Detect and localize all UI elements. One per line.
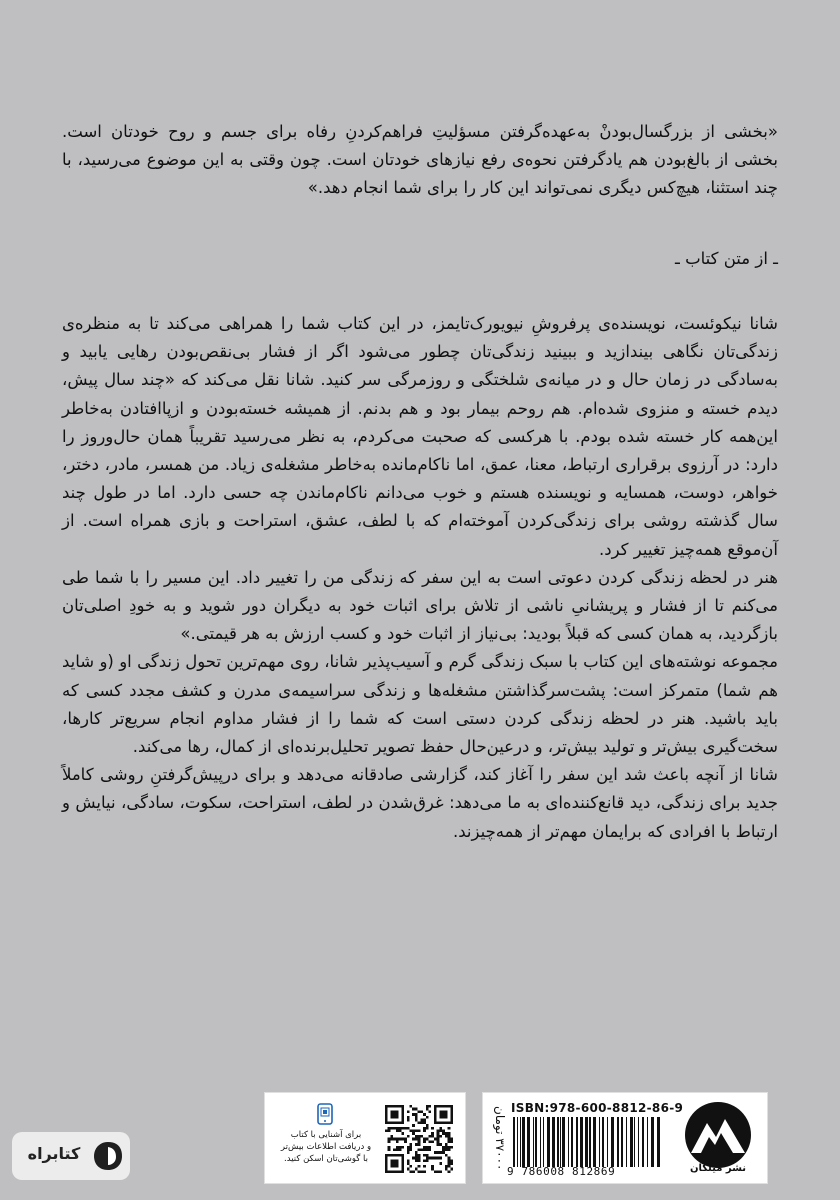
book-quote [62,118,778,203]
qr-caption-line-2: و دریافت اطلاعات بیش‌تر [280,1142,372,1152]
ketabrah-label: کتابراه [27,1144,81,1163]
quote-text: «بخشی از بزرگسال‌بودنْ به‌عهده‌گرفتن مسؤلیتِ فراهم‌کردنِ رفاه برای جسم و روح خودتان است. بخشی از بالغ‌بودن هم یادگرفتن نحوه‌ی رفع نیازهای خودتان است. چون وقتی به این موضوع می‌رسید، با چند استثنا، هیچ‌کس دیگری نمی‌تواند این کار را برای شما انجام دهد.» [62,122,778,198]
barcode-digits: 9 786008 812869 [507,1165,616,1178]
quote-source-label: ـ از متن کتاب ـ [675,249,778,268]
description-paragraph-1: شانا نیکوئست، نویسنده‌ی پرفروشِ نیویورک‌تایمز، در این کتاب شما را همراهی می‌کند تا به منظره‌ی زندگی‌تان نگاهی بیندازید و ببینید زندگی‌تان چطور می‌شود اگر از فشار بی‌نقص‌بودن رهایی یابید و به‌سادگی در زمان حال و در میانه‌ی شلختگی و روزمرگی سر کنید. شانا نقل می‌کند که «چند سال پیش، دیدم خسته و منزوی شده‌ام. هم روحم بیمار بود و هم بدنم. از همیشه خسته‌بودن و ازپاافتادن به‌خاطر این‌همه کار خسته شده بودم. با هرکسی که صحبت می‌کردم، به نظر می‌رسید تقریباً همان حال‌وروز را دارد: در آرزوی برقراری ارتباط، معنا، عمق، اما ناکام‌مانده به‌خاطر مشغله‌ی زیاد. من همسر، مادر، دختر، خواهر، دوست، همسایه و نویسنده هستم و خوب می‌دانم ناکام‌ماندن چه حسی دارد. اما در طول چند سال گذشته روشی برای زندگی‌کردن آموخته‌ام که با لطف، عشق، استراحت و بازی همراه است. از آن‌موقع همه‌چیز تغییر کرد. [62,314,778,559]
barcode [511,1117,661,1167]
isbn-box [482,1092,768,1184]
ketabrah-watermark[interactable] [12,1132,130,1180]
quote-source [62,245,778,273]
phone-scan-icon [317,1103,333,1125]
qr-caption [273,1129,379,1165]
book-description [62,310,778,846]
qr-caption-line-3: با گوشی‌تان اسکن کنید. [284,1154,368,1164]
description-paragraph-3: مجموعه نوشته‌های این کتاب با سبک زندگی گرم و آسیب‌پذیر شانا، روی مهم‌ترین تحول زندگی او (و شاید هم شما) متمرکز است: پشت‌سرگذاشتن مشغله‌ها و زندگی سراسیمه‌ی مدرن و کشف مجدد کسی که باید باشید. هنر در لحظه زندگی کردن دستی است که شما را از فشار مداوم انجام سریع‌تر کارها، سخت‌گیری بیش‌تر و تولید بیش‌تر، و درعین‌حال حفظ تصویر تحلیل‌برنده‌ای از کمال، رها می‌کند. [62,652,778,757]
description-paragraph-2: هنر در لحظه زندگی کردن دعوتی است به این سفر که زندگی من را تغییر داد. این مسیر را با شما طی می‌کنم تا از فشار و پریشانیِ ناشی از تلاش برای اثبات خود به دیگران دور شوید و به خودِ اصلی‌تان بازگردید، به همان کسی که قبلاً بودید: بی‌نیاز از اثبات خود و کسب ارزش به هر قیمتی.» [62,567,778,644]
description-paragraph-4: شانا از آنچه باعث شد این سفر را آغاز کند، گزارشی صادقانه می‌دهد و برای درپیش‌گرفتنِ روشی کاملاً جدید برای زندگی، دید قانع‌کننده‌ای به ما می‌دهد: غرق‌شدن در لطف، استراحت، سکوت، سادگی، نیایش و ارتباط با افرادی که برایمان مهم‌تر از همه‌چیزند. [62,765,778,841]
ketabrah-logo-icon [92,1140,124,1172]
qr-info-box [264,1092,466,1184]
isbn-number: ISBN:978-600-8812-86-9 [511,1101,684,1115]
publisher-name: نشر میلکان [689,1163,747,1174]
qr-caption-line-1: برای آشنایی با کتاب [290,1130,362,1140]
qr-code[interactable] [385,1105,453,1173]
price-label: ۳۷۰۰۰ تومان [493,1105,507,1171]
